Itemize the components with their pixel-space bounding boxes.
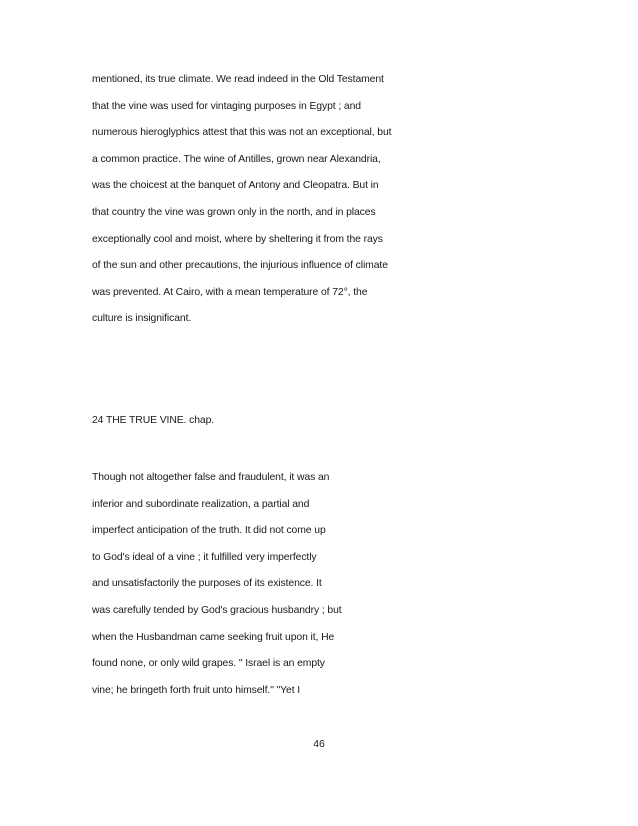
text-line: to God's ideal of a vine ; it fulfilled very imperfectly <box>92 551 317 563</box>
text-line: that country the vine was grown only in the north, and in places <box>92 207 376 218</box>
text-line: was the choicest at the banquet of Antony and Cleopatra. But in <box>92 180 379 192</box>
page-number: 46 <box>313 739 325 750</box>
text-line: inferior and subordinate realization, a partial and <box>92 498 310 510</box>
text-line: was carefully tended by God's gracious husbandry ; but <box>92 605 342 616</box>
text-line: Though not altogether false and fraudulent, it was an <box>92 472 330 483</box>
text-line: vine; he bringeth forth fruit unto himself." "Yet I <box>92 684 301 696</box>
text-line: culture is insignificant. <box>92 313 192 325</box>
text-line: when the Husbandman came seeking fruit upon it, He <box>92 631 335 643</box>
text-line: and unsatisfactorily the purposes of its existence. It <box>92 578 322 590</box>
text-line: exceptionally cool and moist, where by sheltering it from the rays <box>92 233 383 245</box>
text-line: of the sun and other precautions, the injurious influence of climate <box>92 260 388 272</box>
running-header: 24 THE TRUE VINE. chap. <box>92 415 215 426</box>
text-line: was prevented. At Cairo, with a mean temperature of 72°, the <box>92 286 368 298</box>
text-line: mentioned, its true climate. We read indeed in the Old Testament <box>92 74 384 85</box>
text-line: that the vine was used for vintaging purposes in Egypt ; and <box>92 100 361 112</box>
text-line: numerous hieroglyphics attest that this was not an exceptional, but <box>92 127 392 139</box>
text-line: found none, or only wild grapes. " Israel is an empty <box>92 658 325 670</box>
text-line: imperfect anticipation of the truth. It did not come up <box>92 525 326 537</box>
text-line: a common practice. The wine of Antilles, grown near Alexandria, <box>92 153 381 165</box>
